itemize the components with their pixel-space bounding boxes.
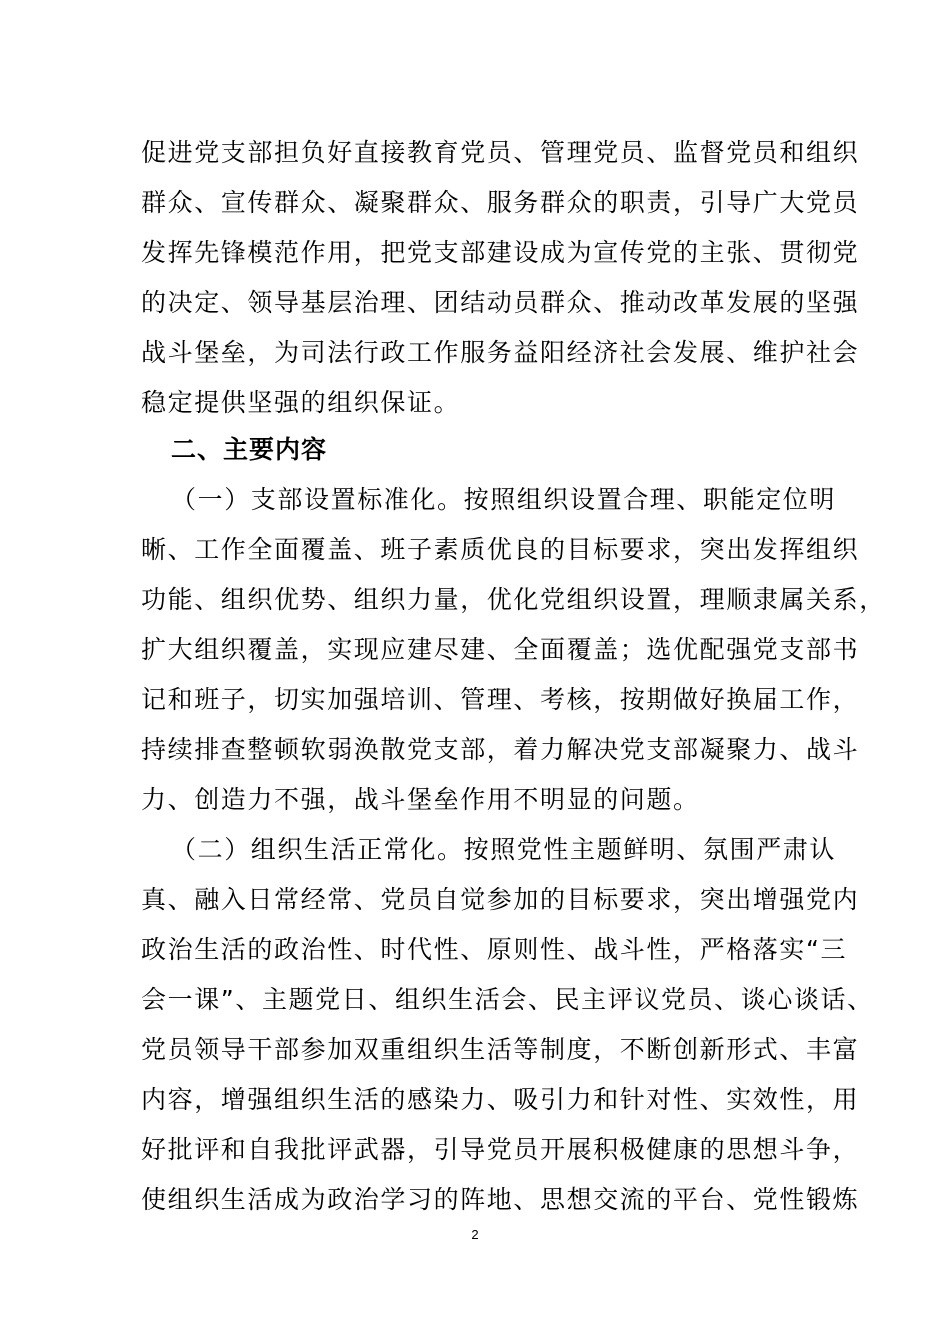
body-text-line: 战斗堡垒，为司法行政工作服务益阳经济社会发展、维护社会: [141, 338, 860, 367]
body-text-line: 力、创造力不强，战斗堡垒作用不明显的问题。: [141, 785, 700, 814]
page-number: 2: [471, 1227, 479, 1242]
body-text-line: 好批评和自我批评武器，引导党员开展积极健康的思想斗争，: [141, 1135, 860, 1164]
section-heading: 二、主要内容: [171, 435, 328, 464]
body-text-line: 会一课”、主题党日、组织生活会、民主评议党员、谈心谈话、: [141, 985, 874, 1014]
body-text-line: 记和班子，切实加强培训、管理、考核，按期做好换届工作，: [141, 685, 860, 714]
body-text-line: 的决定、领导基层治理、团结动员群众、推动改革发展的坚强: [141, 288, 860, 317]
body-text-line: 使组织生活成为政治学习的阵地、思想交流的平台、党性锻炼: [141, 1185, 860, 1214]
body-text-line: 真、融入日常经常、党员自觉参加的目标要求，突出增强党内: [141, 885, 860, 914]
body-text-line: 功能、组织优势、组织力量，优化党组织设置，理顺隶属关系，: [141, 585, 886, 614]
body-text-line: 党员领导干部参加双重组织生活等制度，不断创新形式、丰富: [141, 1035, 860, 1064]
body-text-line: 稳定提供坚强的组织保证。: [141, 388, 461, 417]
paragraph-first-line: （一）支部设置标准化。按照组织设置合理、职能定位明: [171, 485, 837, 514]
body-text-line: 内容，增强组织生活的感染力、吸引力和针对性、实效性，用: [141, 1085, 860, 1114]
body-text-line: 促进党支部担负好直接教育党员、管理党员、监督党员和组织: [141, 138, 860, 167]
body-text-line: 发挥先锋模范作用，把党支部建设成为宣传党的主张、贯彻党: [141, 238, 860, 267]
body-text-line: 群众、宣传群众、凝聚群众、服务群众的职责，引导广大党员: [141, 188, 860, 217]
body-text-line: 扩大组织覆盖，实现应建尽建、全面覆盖；选优配强党支部书: [141, 635, 860, 664]
body-text-line: 持续排查整顿软弱涣散党支部，着力解决党支部凝聚力、战斗: [141, 735, 860, 764]
body-text-line: 晰、工作全面覆盖、班子素质优良的目标要求，突出发挥组织: [141, 535, 860, 564]
body-text-line: 政治生活的政治性、时代性、原则性、战斗性，严格落实“三: [141, 935, 848, 964]
paragraph-first-line: （二）组织生活正常化。按照党性主题鲜明、氛围严肃认: [171, 835, 837, 864]
